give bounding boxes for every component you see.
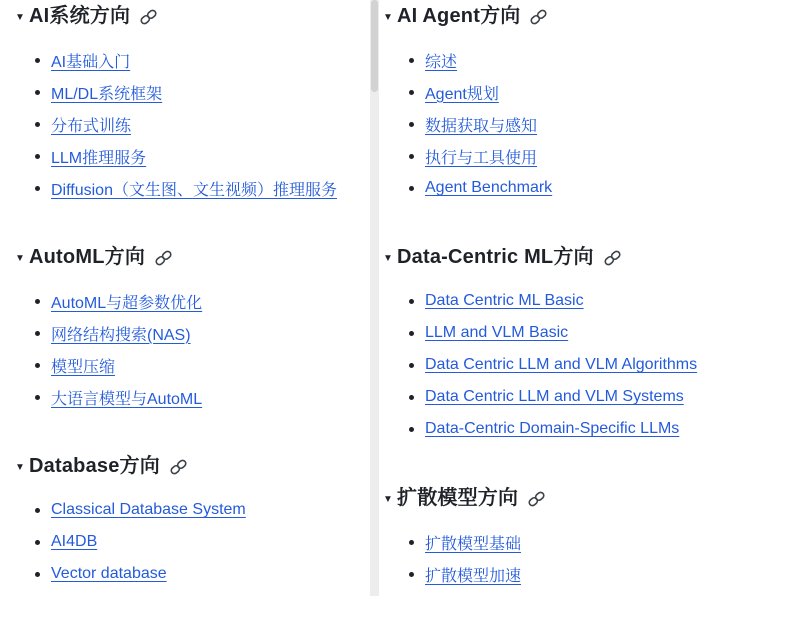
doc-link[interactable]: 扩散模型加速 [425, 567, 522, 585]
toc-item [409, 413, 800, 445]
bullet-icon [409, 122, 414, 127]
doc-link[interactable]: Classical Database System [51, 501, 246, 518]
bullet-icon [409, 154, 414, 159]
bullet-icon [409, 186, 414, 191]
toc-item [409, 140, 800, 172]
doc-link[interactable]: 扩散模型基础 [425, 535, 522, 553]
section-title: Database方向 [29, 455, 160, 477]
toc-item [409, 381, 800, 413]
section-title: 扩散模型方向 [397, 487, 519, 509]
bullet-icon [409, 299, 414, 304]
toc-section [15, 3, 370, 204]
anchor-link-icon[interactable] [138, 7, 159, 27]
toc-item [409, 44, 800, 76]
collapse-triangle-icon[interactable]: ▼ [383, 252, 394, 264]
toc-item [35, 172, 370, 204]
collapse-triangle-icon[interactable]: ▼ [15, 461, 26, 473]
doc-link[interactable]: Agent规划 [425, 85, 499, 103]
scrollbar-thumb[interactable] [371, 0, 378, 92]
toc-item [409, 285, 800, 317]
section-title: AutoML方向 [29, 246, 146, 268]
right-pane [383, 0, 800, 630]
toc-item [409, 317, 800, 349]
bullet-icon [35, 331, 40, 336]
section-title: AI Agent方向 [397, 5, 521, 27]
toc-item [409, 172, 800, 204]
bullet-icon [409, 90, 414, 95]
toc-item [35, 44, 370, 76]
toc-item [35, 494, 370, 526]
toc-item [409, 76, 800, 108]
bullet-icon [409, 572, 414, 577]
bullet-icon [35, 90, 40, 95]
link-list [383, 526, 800, 590]
doc-link[interactable]: Data-Centric Domain-Specific LLMs [425, 420, 680, 437]
link-list [15, 494, 370, 590]
toc-item [35, 76, 370, 108]
doc-link[interactable]: Diffusion（文生图、文生视频）推理服务 [51, 181, 337, 199]
link-list [383, 44, 800, 204]
doc-link[interactable]: 数据获取与感知 [425, 117, 538, 135]
doc-link[interactable]: 分布式训练 [51, 117, 132, 135]
bullet-icon [35, 540, 40, 545]
toc-item [35, 381, 370, 413]
section-title: Data-Centric ML方向 [397, 246, 594, 268]
toc-section [15, 453, 370, 590]
toc-section [15, 244, 370, 413]
toc-section [383, 485, 800, 590]
bullet-icon [35, 154, 40, 159]
bullet-icon [409, 58, 414, 63]
doc-link[interactable]: Vector database [51, 565, 167, 582]
bullet-icon [409, 331, 414, 336]
bullet-icon [409, 427, 414, 432]
section-heading [383, 3, 800, 30]
doc-link[interactable]: ML/DL系统框架 [51, 85, 163, 103]
doc-link[interactable]: Agent Benchmark [425, 179, 553, 196]
collapse-triangle-icon[interactable]: ▼ [15, 11, 26, 23]
anchor-link-icon[interactable] [168, 457, 189, 477]
toc-item [35, 108, 370, 140]
bullet-icon [35, 508, 40, 513]
bullet-icon [35, 299, 40, 304]
collapse-triangle-icon[interactable]: ▼ [15, 252, 26, 264]
doc-link[interactable]: Data Centric LLM and VLM Systems [425, 388, 684, 405]
doc-link[interactable]: Data Centric LLM and VLM Algorithms [425, 356, 698, 373]
toc-item [35, 317, 370, 349]
collapse-triangle-icon[interactable]: ▼ [383, 493, 394, 505]
toc-item [35, 526, 370, 558]
toc-item [409, 558, 800, 590]
toc-item [409, 108, 800, 140]
collapse-triangle-icon[interactable]: ▼ [383, 11, 394, 23]
anchor-link-icon[interactable] [602, 248, 623, 268]
toc-item [35, 349, 370, 381]
doc-link[interactable]: AutoML与超参数优化 [51, 294, 203, 312]
anchor-link-icon[interactable] [526, 489, 547, 509]
bullet-icon [35, 122, 40, 127]
doc-link[interactable]: Data Centric ML Basic [425, 292, 584, 309]
section-heading [15, 244, 370, 271]
section-heading [383, 485, 800, 512]
bullet-icon [409, 540, 414, 545]
bullet-icon [409, 363, 414, 368]
toc-item [35, 140, 370, 172]
bullet-icon [409, 395, 414, 400]
vertical-scrollbar[interactable] [370, 0, 379, 596]
link-list [383, 285, 800, 445]
doc-link[interactable]: 执行与工具使用 [425, 149, 538, 167]
bullet-icon [35, 186, 40, 191]
link-list [15, 285, 370, 413]
toc-item [409, 526, 800, 558]
toc-section [383, 3, 800, 204]
bullet-icon [35, 363, 40, 368]
doc-link[interactable]: AI基础入门 [51, 53, 131, 71]
doc-link[interactable]: 网络结构搜索(NAS) [51, 326, 191, 344]
toc-section [383, 244, 800, 445]
toc-item [409, 349, 800, 381]
section-heading [15, 453, 370, 480]
anchor-link-icon[interactable] [528, 7, 549, 27]
doc-link[interactable]: AI4DB [51, 533, 98, 550]
doc-link[interactable]: 综述 [425, 53, 458, 71]
bullet-icon [35, 58, 40, 63]
link-list [15, 44, 370, 204]
toc-item [35, 285, 370, 317]
bullet-icon [35, 395, 40, 400]
section-heading [383, 244, 800, 271]
doc-link[interactable]: LLM and VLM Basic [425, 324, 569, 341]
toc-item [35, 558, 370, 590]
section-heading [15, 3, 370, 30]
section-title: AI系统方向 [29, 5, 131, 27]
doc-link[interactable]: 大语言模型与AutoML [51, 390, 203, 408]
left-pane [0, 0, 370, 630]
doc-link[interactable]: LLM推理服务 [51, 149, 147, 167]
anchor-link-icon[interactable] [153, 248, 174, 268]
doc-link[interactable]: 模型压缩 [51, 358, 116, 376]
bullet-icon [35, 572, 40, 577]
